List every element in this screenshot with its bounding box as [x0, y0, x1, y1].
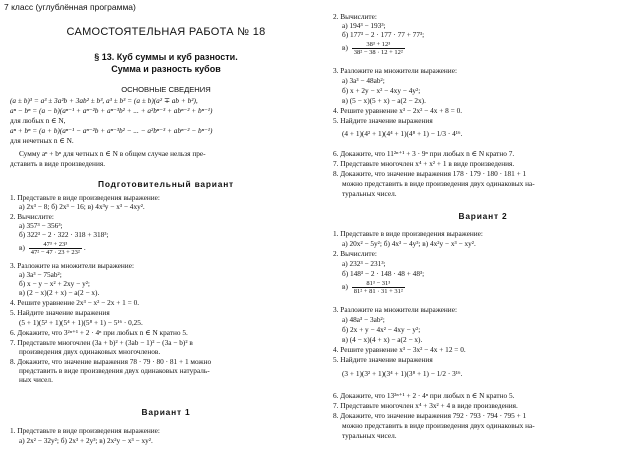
- task-line: 3. Разложите на множители выражение:: [10, 261, 134, 270]
- variant-1-heading: Вариант 1: [141, 407, 191, 417]
- task-line: 1. Представьте в виде произведения выражение:: [10, 426, 160, 435]
- task-line: 6. Докажите, что 11²ⁿ⁺¹ + 3 · 9ⁿ при любых n ∈ N кратно 7.: [333, 149, 515, 158]
- fraction-denominator: 47² − 47 · 23 + 23²: [30, 249, 80, 256]
- task-line: произведения двух одинаковых многочленов.: [19, 347, 161, 356]
- task-line: 6. Докажите, что 13²ⁿ⁺¹ + 2 · 4ⁿ при любых n ∈ N кратно 5.: [333, 391, 515, 400]
- fraction: [29, 241, 82, 256]
- task-line: 7. Представьте многочлен (3a + b)² + (3ab − 1)² − (3a − b)² в: [10, 338, 193, 347]
- task-line: в) (4 − x)(4 + x) − a(2 − x).: [342, 335, 423, 344]
- task-line: б) 177³ − 2 · 177 · 77 + 77³;: [342, 30, 425, 39]
- task-line: 8. Докажите, что значение выражения 792 · 793 · 794 · 795 + 1: [333, 411, 527, 420]
- fraction-numerator: 47³ + 23³: [29, 241, 82, 249]
- fraction-line: [333, 41, 633, 56]
- task-line: 1. Представьте в виде произведения выражение:: [10, 193, 160, 202]
- fraction-denominator: 81² + 81 · 31 + 31²: [353, 288, 403, 295]
- task-line: 5. Найдите значение выражения: [10, 308, 110, 317]
- task-line: б) 2x + y − 4x² − 4xy − y²;: [342, 325, 421, 334]
- task-line: б) 322³ − 2 · 322 · 318 + 318³;: [19, 230, 109, 239]
- task-line: ных чисел.: [19, 375, 53, 384]
- task-line: в) (5 − x)(5 + x) − a(2 − 2x).: [342, 96, 426, 105]
- task-line: а) 194³ − 193³;: [342, 21, 386, 30]
- fraction-suffix: .: [83, 243, 86, 253]
- formula-line: aⁿ + bⁿ = (a + b)(aⁿ⁻¹ − aⁿ⁻²b + aⁿ⁻³b² − ... − a²bⁿ⁻³ + abⁿ⁻² − bⁿ⁻¹): [10, 126, 213, 135]
- task-line: 5. Найдите значение выражения: [333, 116, 433, 125]
- task-line: 2. Вычислите:: [10, 212, 54, 221]
- task-line: 7. Представьте многочлен x⁴ + 3x² + 4 в виде произведения.: [333, 401, 518, 410]
- task-line: 2. Вычислите:: [333, 12, 377, 21]
- section-title-line2: Сумма и разность кубов: [111, 64, 221, 74]
- page-title: САМОСТОЯТЕЛЬНАЯ РАБОТА № 18: [66, 26, 266, 38]
- task-line: б) 148³ − 2 · 148 · 48 + 48³;: [342, 269, 425, 278]
- task-label: в): [342, 282, 348, 292]
- task-line: а) 2x² − 32y²; б) 2x³ + 2y³; в) 2x²y − x³ − xy².: [19, 436, 153, 445]
- task-line: 6. Докажите, что 3²ⁿ⁺¹ + 2 · 4ⁿ при любых n ∈ N кратно 5.: [10, 328, 188, 337]
- task-line: можно представить в виде произведения двух одинаковых на-: [342, 421, 535, 430]
- task-line: а) 3a³ − 48ab²;: [342, 76, 385, 85]
- task-line: 4. Решите уравнение 2x³ − x² − 2x + 1 = 0.: [10, 298, 140, 307]
- task-label: в): [342, 43, 348, 53]
- fraction: [352, 41, 405, 56]
- task-line: 4. Решите уравнение x³ − 2x² − 4x + 8 = 0.: [333, 106, 463, 115]
- fraction-line: [333, 280, 633, 295]
- task-line: 5. Найдите значение выражения: [333, 355, 433, 364]
- formula-line: (a ± b)³ = a³ ± 3a²b + 3ab² ± b³, a³ ± b³ = (a ± b)(a² ∓ ab + b²),: [10, 96, 198, 105]
- prep-heading: Подготовительный вариант: [98, 179, 234, 189]
- task-line: (4 + 1)(4² + 1)(4⁴ + 1)(4⁸ + 1) − 1/3 · 4¹⁶.: [342, 129, 463, 138]
- task-line: а) 20x² − 5y²; б) 4x³ − 4y³; в) 4x²y − x³ − xy².: [342, 239, 476, 248]
- task-line: можно представить в виде произведения двух одинаковых на-: [342, 179, 535, 188]
- task-line: 2. Вычислите:: [333, 249, 377, 258]
- task-line: 8. Докажите, что значение выражения 178 · 179 · 180 · 181 + 1: [333, 169, 527, 178]
- info-note: Сумму aⁿ + bⁿ для четных n ∈ N в общем случае нельзя пре-: [19, 149, 206, 158]
- task-line: туральных чисел.: [342, 431, 397, 440]
- info-heading: ОСНОВНЫЕ СВЕДЕНИЯ: [121, 85, 211, 94]
- fraction-line: [10, 241, 322, 256]
- section-title-line1: § 13. Куб суммы и куб разности.: [94, 52, 238, 62]
- task-line: 3. Разложите на множители выражение:: [333, 66, 457, 75]
- task-line: в) (2 − x)(2 + x) − a(2 − x).: [19, 288, 100, 297]
- task-line: (5 + 1)(5² + 1)(5⁴ + 1)(5⁸ + 1) − 5¹⁶ · 0,25.: [19, 318, 143, 327]
- fraction-numerator: 38³ + 12³: [352, 41, 405, 49]
- task-line: а) 48a³ − 3ab²;: [342, 315, 385, 324]
- task-line: 1. Представьте в виде произведения выражение:: [333, 229, 483, 238]
- info-note: дставить в виде произведения.: [10, 159, 106, 168]
- task-line: 8. Докажите, что значение выражения 78 · 79 · 80 · 81 + 1 можно: [10, 357, 212, 366]
- formula-line: aⁿ − bⁿ = (a − b)(aⁿ⁻¹ + aⁿ⁻²b + aⁿ⁻³b² + ... + a²bⁿ⁻³ + abⁿ⁻² + bⁿ⁻¹): [10, 106, 213, 115]
- task-label: в): [19, 243, 25, 253]
- task-line: 7. Представьте многочлен x⁴ + x² + 1 в виде произведения.: [333, 159, 515, 168]
- task-line: б) x − y − x² + 2xy − y²;: [19, 279, 90, 288]
- task-line: а) 2x³ − 8; б) 2x³ − 16; в) 4x³y − x³ − 4xy².: [19, 202, 145, 211]
- fraction-numerator: 81³ − 31³: [352, 280, 405, 288]
- task-line: (3 + 1)(3² + 1)(3⁴ + 1)(3⁸ + 1) − 1/2 · 3¹⁶.: [342, 369, 463, 378]
- fraction-denominator: 38² − 38 · 12 + 12²: [353, 49, 403, 56]
- grade-label: 7 класс (углублённая программа): [4, 2, 136, 12]
- task-line: представить в виде произведения двух одинаковых натураль-: [19, 366, 210, 375]
- task-line: б) x + 2y − x² − 4xy − 4y²;: [342, 86, 421, 95]
- formula-line: для любых n ∈ N,: [10, 116, 66, 125]
- fraction: [352, 280, 405, 295]
- task-line: 4. Решите уравнение x³ − 3x² − 4x + 12 = 0.: [333, 345, 466, 354]
- task-line: а) 3a³ − 75ab²;: [19, 270, 62, 279]
- task-line: туральных чисел.: [342, 189, 397, 198]
- task-line: а) 357³ − 356³;: [19, 221, 63, 230]
- task-line: 3. Разложите на множители выражение:: [333, 305, 457, 314]
- variant-2-heading: Вариант 2: [458, 211, 508, 221]
- formula-line: для нечетных n ∈ N.: [10, 136, 74, 145]
- task-line: а) 232³ − 231³;: [342, 259, 386, 268]
